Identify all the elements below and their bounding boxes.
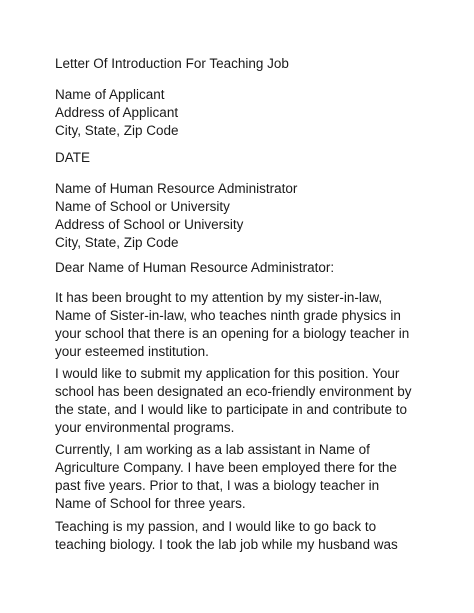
applicant-block: [55, 86, 455, 140]
applicant-city-state-zip: City, State, Zip Code: [55, 123, 179, 138]
recipient-city-state-zip: City, State, Zip Code: [55, 235, 179, 250]
paragraph-2: [55, 365, 455, 437]
document-title: [55, 55, 455, 73]
salutation-line: Dear Name of Human Resource Administrator:: [55, 260, 335, 275]
paragraph-line: your environmental programs.: [55, 420, 235, 435]
paragraph-line: I would like to submit my application for this position. Your: [55, 366, 400, 381]
paragraph-line: school has been designated an eco-friendly environment by: [55, 384, 412, 399]
recipient-block: [55, 180, 455, 252]
paragraph-line: Agriculture Company. I have been employed there for the: [55, 460, 397, 475]
paragraph-line: your esteemed institution.: [55, 344, 209, 359]
recipient-name: Name of Human Resource Administrator: [55, 181, 298, 196]
paragraph-line: It has been brought to my attention by my sister-in-law,: [55, 290, 383, 305]
paragraph-line: your school that there is an opening for a biology teacher in: [55, 326, 410, 341]
paragraph-line: Teaching is my passion, and I would like to go back to: [55, 519, 377, 534]
salutation: [55, 259, 455, 277]
recipient-address: Address of School or University: [55, 217, 244, 232]
title-line: Letter Of Introduction For Teaching Job: [55, 56, 289, 71]
letter-date: DATE: [55, 150, 91, 165]
paragraph-1: [55, 289, 455, 361]
paragraph-4: [55, 518, 455, 554]
recipient-school: Name of School or University: [55, 199, 230, 214]
paragraph-line: Currently, I am working as a lab assistant in Name of: [55, 442, 370, 457]
date-block: [55, 149, 455, 167]
applicant-name: Name of Applicant: [55, 87, 165, 102]
paragraph-line: the state, and I would like to participate in and contribute to: [55, 402, 407, 417]
paragraph-line: teaching biology. I took the lab job while my husband was: [55, 537, 398, 552]
applicant-address: Address of Applicant: [55, 105, 179, 120]
paragraph-line: Name of Sister-in-law, who teaches ninth grade physics in: [55, 308, 401, 323]
paragraph-line: past five years. Prior to that, I was a biology teacher in: [55, 478, 380, 493]
paragraph-line: Name of School for three years.: [55, 496, 246, 511]
paragraph-3: [55, 441, 455, 513]
